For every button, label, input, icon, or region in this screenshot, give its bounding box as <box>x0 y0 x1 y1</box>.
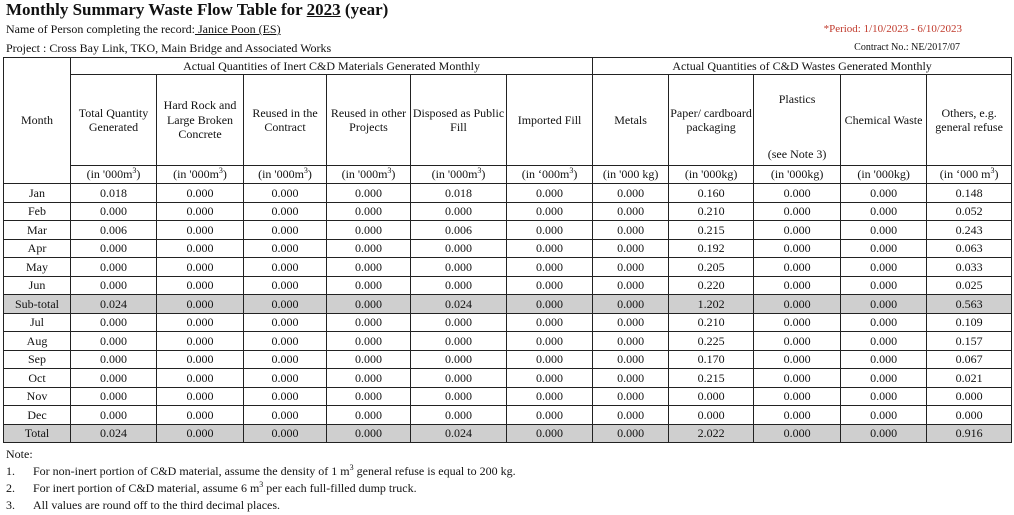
value-cell: 0.000 <box>841 313 927 332</box>
table-row <box>4 258 1012 277</box>
value-cell: 0.000 <box>244 350 327 369</box>
value-cell: 0.000 <box>754 406 841 425</box>
value-cell: 0.000 <box>507 258 593 277</box>
recorder-line <box>6 22 307 37</box>
value-cell: 0.025 <box>927 276 1012 295</box>
table-row <box>4 424 1012 443</box>
col-header: Paper/ cardboard packaging <box>669 75 754 166</box>
month-cell: Jan <box>4 184 71 203</box>
unit-cell: (in '$000m^3$) <box>411 166 507 184</box>
value-cell: 0.192 <box>669 239 754 258</box>
value-cell: 0.000 <box>327 424 411 443</box>
value-cell: 0.000 <box>327 258 411 277</box>
month-cell: Oct <box>4 369 71 388</box>
value-cell: 0.000 <box>841 406 927 425</box>
value-cell: 0.000 <box>754 369 841 388</box>
value-cell: 0.000 <box>927 387 1012 406</box>
value-cell: 0.000 <box>841 202 927 221</box>
month-header: Month <box>4 58 71 184</box>
value-cell: 0.000 <box>244 184 327 203</box>
value-cell: 0.000 <box>244 387 327 406</box>
value-cell: 0.000 <box>593 313 669 332</box>
note-item: 2. For inert portion of C&D material, assume 6 $m^3$ per each full-filled dump truck. <box>6 480 417 495</box>
unit-cell: (in '$000m^3$) <box>244 166 327 184</box>
value-cell: 0.000 <box>593 258 669 277</box>
value-cell: 0.000 <box>244 258 327 277</box>
table-row <box>4 387 1012 406</box>
month-cell: Sep <box>4 350 71 369</box>
value-cell: 0.000 <box>157 406 244 425</box>
value-cell: 0.000 <box>71 387 157 406</box>
month-cell: Sub-total <box>4 295 71 314</box>
value-cell: 0.000 <box>754 258 841 277</box>
value-cell: 0.000 <box>841 239 927 258</box>
value-cell: 0.000 <box>593 221 669 240</box>
value-cell: 0.024 <box>411 295 507 314</box>
value-cell: 0.000 <box>754 332 841 351</box>
value-cell: 0.170 <box>669 350 754 369</box>
value-cell: 0.000 <box>327 387 411 406</box>
value-cell: 0.220 <box>669 276 754 295</box>
value-cell: 0.000 <box>841 332 927 351</box>
value-cell: 0.000 <box>157 424 244 443</box>
unit-cell: (in '000kg) <box>754 166 841 184</box>
value-cell: 0.000 <box>507 295 593 314</box>
table-row <box>4 350 1012 369</box>
page-title <box>6 0 388 20</box>
value-cell: 0.000 <box>71 202 157 221</box>
value-cell: 0.000 <box>157 369 244 388</box>
value-cell: 0.006 <box>411 221 507 240</box>
value-cell: 0.000 <box>157 184 244 203</box>
col-header: Plastics <box>778 92 816 106</box>
value-cell: 0.000 <box>71 406 157 425</box>
unit-cell: (in ‘000 $m^3$) <box>927 166 1012 184</box>
value-cell: 0.000 <box>327 239 411 258</box>
value-cell: 0.000 <box>841 184 927 203</box>
value-cell: 0.000 <box>411 332 507 351</box>
value-cell: 0.000 <box>327 369 411 388</box>
month-cell: Jun <box>4 276 71 295</box>
value-cell: 0.000 <box>841 387 927 406</box>
col-header-plastics <box>754 75 841 166</box>
value-cell: 0.000 <box>244 221 327 240</box>
value-cell: 0.000 <box>507 350 593 369</box>
value-cell: 0.000 <box>593 239 669 258</box>
col-header: Chemical Waste <box>841 75 927 166</box>
table-row <box>4 239 1012 258</box>
value-cell: 0.000 <box>327 350 411 369</box>
title-suffix: (year) <box>344 0 389 19</box>
table-row <box>4 276 1012 295</box>
value-cell: 0.006 <box>71 221 157 240</box>
value-cell: 0.000 <box>754 276 841 295</box>
value-cell: 0.000 <box>841 221 927 240</box>
table-row <box>4 295 1012 314</box>
value-cell: 0.000 <box>327 406 411 425</box>
value-cell: 0.000 <box>411 202 507 221</box>
month-cell: Total <box>4 424 71 443</box>
unit-cell: (in '000 kg) <box>593 166 669 184</box>
value-cell: 0.000 <box>669 387 754 406</box>
table-row <box>4 313 1012 332</box>
value-cell: 0.000 <box>841 369 927 388</box>
value-cell: 0.000 <box>157 350 244 369</box>
month-cell: May <box>4 258 71 277</box>
value-cell: 0.000 <box>244 202 327 221</box>
value-cell: 0.000 <box>411 387 507 406</box>
value-cell: 0.000 <box>507 313 593 332</box>
col-header: Total Quantity Generated <box>71 75 157 166</box>
value-cell: 0.052 <box>927 202 1012 221</box>
unit-cell: (in '$000m^3$) <box>157 166 244 184</box>
value-cell: 0.018 <box>411 184 507 203</box>
value-cell: 0.000 <box>244 369 327 388</box>
unit-cell: (in '$000m^3$) <box>327 166 411 184</box>
value-cell: 0.000 <box>244 239 327 258</box>
value-cell: 0.148 <box>927 184 1012 203</box>
value-cell: 0.024 <box>71 295 157 314</box>
notes-section <box>6 446 516 514</box>
value-cell: 0.000 <box>507 184 593 203</box>
table-row <box>4 202 1012 221</box>
value-cell: 0.000 <box>71 350 157 369</box>
value-cell: 0.000 <box>593 184 669 203</box>
recorder-name: Janice Poon (ES) <box>194 22 281 36</box>
value-cell: 0.000 <box>157 387 244 406</box>
value-cell: 0.000 <box>841 295 927 314</box>
value-cell: 0.000 <box>669 406 754 425</box>
value-cell: 0.000 <box>754 313 841 332</box>
value-cell: 0.000 <box>327 184 411 203</box>
unit-cell: (in '000kg) <box>841 166 927 184</box>
value-cell: 0.024 <box>411 424 507 443</box>
value-cell: 0.000 <box>244 295 327 314</box>
title-year: 2023 <box>306 0 341 19</box>
value-cell: 0.000 <box>754 387 841 406</box>
month-cell: Aug <box>4 332 71 351</box>
value-cell: 0.000 <box>71 332 157 351</box>
value-cell: 0.000 <box>157 295 244 314</box>
value-cell: 0.033 <box>927 258 1012 277</box>
value-cell: 0.000 <box>841 350 927 369</box>
month-cell: Mar <box>4 221 71 240</box>
value-cell: 0.000 <box>507 387 593 406</box>
value-cell: 0.000 <box>157 276 244 295</box>
inert-group-header: Actual Quantities of Inert C&D Materials Generated Monthly <box>71 58 593 75</box>
value-cell: 0.215 <box>669 369 754 388</box>
value-cell: 0.000 <box>411 406 507 425</box>
value-cell: 0.000 <box>157 239 244 258</box>
value-cell: 0.000 <box>157 332 244 351</box>
value-cell: 0.000 <box>507 221 593 240</box>
value-cell: 0.000 <box>327 313 411 332</box>
value-cell: 0.000 <box>507 276 593 295</box>
col-header: Metals <box>593 75 669 166</box>
value-cell: 0.000 <box>507 239 593 258</box>
value-cell: 0.243 <box>927 221 1012 240</box>
value-cell: 0.000 <box>327 332 411 351</box>
value-cell: 0.000 <box>71 276 157 295</box>
value-cell: 0.215 <box>669 221 754 240</box>
value-cell: 0.021 <box>927 369 1012 388</box>
value-cell: 0.109 <box>927 313 1012 332</box>
value-cell: 0.000 <box>327 295 411 314</box>
value-cell: 0.000 <box>593 202 669 221</box>
value-cell: 0.000 <box>841 258 927 277</box>
value-cell: 0.000 <box>71 313 157 332</box>
value-cell: 0.000 <box>754 221 841 240</box>
value-cell: 0.000 <box>507 369 593 388</box>
value-cell: 0.000 <box>411 276 507 295</box>
value-cell: 0.000 <box>754 350 841 369</box>
value-cell: 0.000 <box>593 350 669 369</box>
waste-group-header: Actual Quantities of C&D Wastes Generated Monthly <box>593 58 1012 75</box>
value-cell: 0.000 <box>157 221 244 240</box>
value-cell: 0.000 <box>327 276 411 295</box>
value-cell: 0.000 <box>593 295 669 314</box>
value-cell: 0.157 <box>927 332 1012 351</box>
value-cell: 0.000 <box>754 184 841 203</box>
value-cell: 0.018 <box>71 184 157 203</box>
value-cell: 0.000 <box>411 350 507 369</box>
contract-number: Contract No.: NE/2017/07 <box>854 42 960 53</box>
value-cell: 2.022 <box>669 424 754 443</box>
value-cell: 0.000 <box>754 202 841 221</box>
value-cell: 0.000 <box>841 276 927 295</box>
value-cell: 0.000 <box>593 276 669 295</box>
waste-flow-table <box>3 57 1012 443</box>
table-row <box>4 406 1012 425</box>
value-cell: 0.205 <box>669 258 754 277</box>
note-item: 3. All values are round off to the third decimal places. <box>6 498 281 512</box>
value-cell: 0.000 <box>244 406 327 425</box>
value-cell: 0.000 <box>754 239 841 258</box>
title-prefix: Monthly Summary Waste Flow Table for <box>6 0 303 19</box>
value-cell: 0.210 <box>669 313 754 332</box>
note-item: 1. For non-inert portion of C&D material, assume the density of 1 $m^3$ general refuse is equal to 200 kg. <box>6 463 516 478</box>
value-cell: 0.000 <box>507 406 593 425</box>
col-header: Imported Fill <box>507 75 593 166</box>
value-cell: 0.000 <box>593 424 669 443</box>
value-cell: 0.000 <box>593 332 669 351</box>
value-cell: 0.000 <box>841 424 927 443</box>
col-header: Others, e.g. general refuse <box>927 75 1012 166</box>
value-cell: 1.202 <box>669 295 754 314</box>
value-cell: 0.000 <box>157 313 244 332</box>
value-cell: 0.000 <box>593 387 669 406</box>
recorder-label: Name of Person completing the record: <box>6 22 195 36</box>
value-cell: 0.000 <box>411 258 507 277</box>
value-cell: 0.000 <box>71 239 157 258</box>
value-cell: 0.000 <box>157 258 244 277</box>
value-cell: 0.000 <box>157 202 244 221</box>
notes-heading: Note: <box>6 447 33 461</box>
table-row <box>4 369 1012 388</box>
value-cell: 0.000 <box>507 424 593 443</box>
value-cell: 0.024 <box>71 424 157 443</box>
value-cell: 0.000 <box>71 258 157 277</box>
col-header: Reused in the Contract <box>244 75 327 166</box>
value-cell: 0.063 <box>927 239 1012 258</box>
unit-cell: (in ‘$000m^3$) <box>507 166 593 184</box>
value-cell: 0.000 <box>327 202 411 221</box>
table-row <box>4 184 1012 203</box>
value-cell: 0.000 <box>244 332 327 351</box>
value-cell: 0.000 <box>244 276 327 295</box>
table-row <box>4 221 1012 240</box>
period-label: *Period: 1/10/2023 - 6/10/2023 <box>823 23 962 35</box>
month-cell: Apr <box>4 239 71 258</box>
value-cell: 0.000 <box>593 369 669 388</box>
value-cell: 0.000 <box>244 424 327 443</box>
plastics-note: (see Note 3) <box>767 147 827 161</box>
value-cell: 0.000 <box>244 313 327 332</box>
table-body <box>4 184 1012 443</box>
month-cell: Dec <box>4 406 71 425</box>
value-cell: 0.000 <box>71 369 157 388</box>
value-cell: 0.000 <box>593 406 669 425</box>
value-cell: 0.563 <box>927 295 1012 314</box>
value-cell: 0.000 <box>927 406 1012 425</box>
month-cell: Jul <box>4 313 71 332</box>
value-cell: 0.225 <box>669 332 754 351</box>
value-cell: 0.000 <box>754 295 841 314</box>
value-cell: 0.000 <box>327 221 411 240</box>
value-cell: 0.160 <box>669 184 754 203</box>
value-cell: 0.067 <box>927 350 1012 369</box>
project-line: Project : Cross Bay Link, TKO, Main Bridge and Associated Works <box>6 41 332 55</box>
value-cell: 0.000 <box>507 202 593 221</box>
value-cell: 0.916 <box>927 424 1012 443</box>
col-header: Disposed as Public Fill <box>411 75 507 166</box>
unit-cell: (in '000kg) <box>669 166 754 184</box>
table-row <box>4 332 1012 351</box>
month-cell: Feb <box>4 202 71 221</box>
col-header: Reused in other Projects <box>327 75 411 166</box>
value-cell: 0.000 <box>411 369 507 388</box>
month-cell: Nov <box>4 387 71 406</box>
value-cell: 0.000 <box>507 332 593 351</box>
value-cell: 0.000 <box>754 424 841 443</box>
value-cell: 0.210 <box>669 202 754 221</box>
value-cell: 0.000 <box>411 239 507 258</box>
col-header: Hard Rock and Large Broken Concrete <box>157 75 244 166</box>
unit-cell: (in '$000m^3$) <box>71 166 157 184</box>
value-cell: 0.000 <box>411 313 507 332</box>
